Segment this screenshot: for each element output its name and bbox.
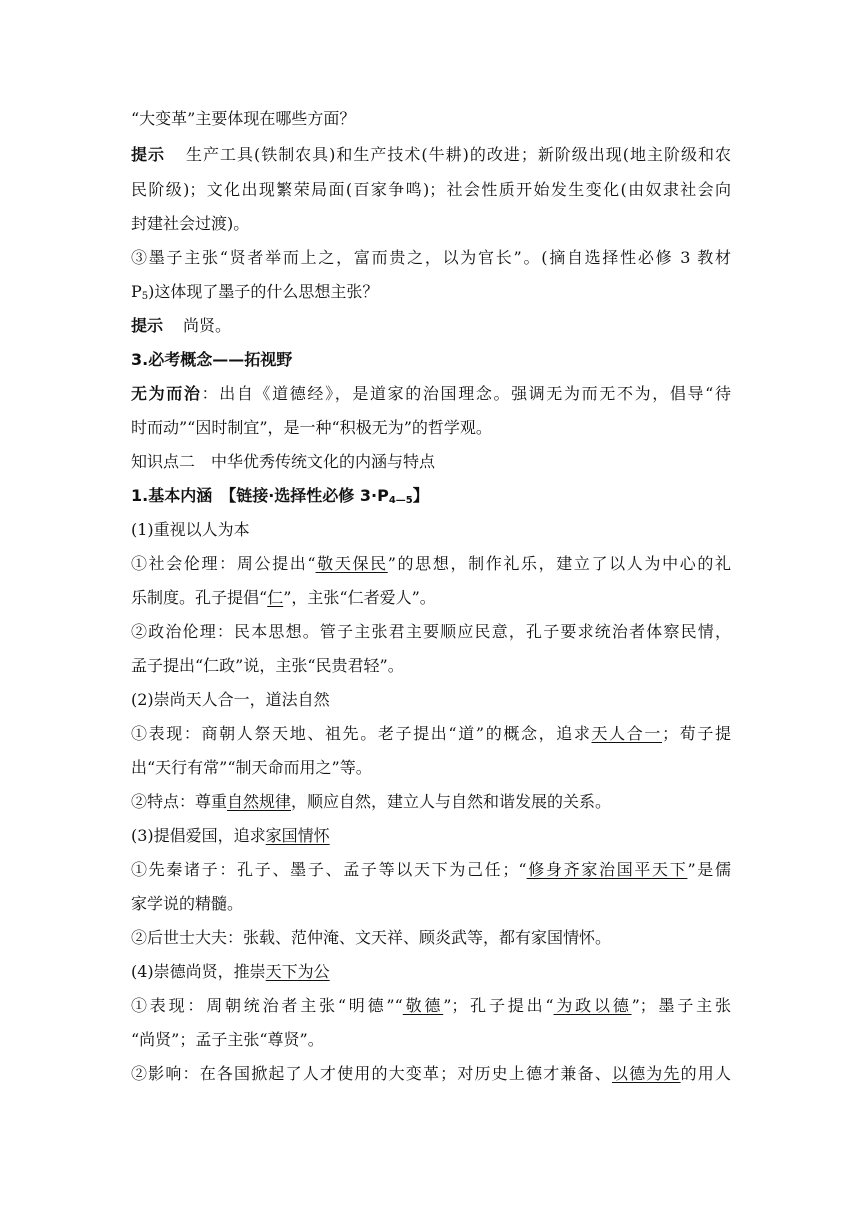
question-mozi-rest: )这体现了墨子的什么思想主张？: [148, 282, 379, 301]
hint-line: [131, 143, 731, 167]
page-ref: P: [131, 282, 142, 301]
hint-line: [131, 314, 731, 338]
point-heading: [131, 824, 731, 848]
paragraph-line: [131, 722, 731, 746]
paragraph-line: [131, 1062, 731, 1086]
page-ref-sub: 5: [141, 291, 149, 302]
text-segment: ”；墨子主张: [631, 996, 731, 1015]
text-segment: ”是儒: [687, 860, 731, 879]
hint-label: 提示: [131, 145, 165, 164]
text-segment: ；荀子提: [662, 724, 731, 743]
concept-text: ：出自《道德经》，是道家的治国理念。强调无为而无不为，倡导“待: [201, 384, 731, 403]
text-segment: ①表现：商朝人祭天地、祖先。老子提出“道”的概念，追求: [131, 724, 592, 743]
underlined-keyword: 以德为先: [611, 1064, 681, 1083]
text-segment: ”，主张“仁者爱人”。: [283, 588, 436, 607]
hint-text-continued: 民阶级)；文化出现繁荣局面(百家争鸣)；社会性质开始发生变化(由奴隶社会向: [131, 180, 731, 199]
text-segment: ”的思想，制作礼乐，建立了以人为中心的礼: [387, 554, 731, 573]
point-heading: (2)崇尚天人合一，道法自然: [131, 690, 330, 709]
hint-text: 尚贤。: [183, 316, 232, 335]
underlined-keyword: 敬天保民: [315, 554, 388, 573]
text-segment: ②特点：尊重: [131, 792, 228, 811]
text-segment: ，顺应自然，建立人与自然和谐发展的关系。: [291, 792, 612, 811]
paragraph-line: 孟子提出“仁政”说，主张“民贵君轻”。: [131, 656, 404, 675]
underlined-keyword: 为政以德: [553, 996, 632, 1015]
hint-text-end: 封建社会过渡)。: [131, 214, 250, 233]
paragraph-line: ②后世士大夫：张载、范仲淹、文天祥、顾炎武等，都有家国情怀。: [131, 928, 612, 947]
underlined-keyword: 天人合一: [591, 724, 663, 743]
paragraph-line: 出“天行有常”“制天命而用之”等。: [131, 758, 372, 777]
text-segment: ①社会伦理：周公提出“: [131, 554, 316, 573]
question-text: “大变革”主要体现在哪些方面？: [131, 109, 356, 128]
underlined-keyword: 仁: [267, 588, 284, 607]
paragraph-line: ②政治伦理：民本思想。管子主张君主要顺应民意，孔子要求统治者体察民情，: [131, 622, 731, 641]
text-segment: ①先秦诸子：孔子、墨子、孟子等以天下为己任；“: [131, 860, 527, 879]
page-range-sub: 4—5: [388, 495, 413, 506]
text-segment: (4)崇德尚贤，推崇: [131, 962, 266, 981]
text-segment: ”；孔子提出“: [443, 996, 554, 1015]
paragraph-line: [131, 858, 731, 882]
paragraph-line: [131, 994, 731, 1018]
text-segment: 的用人: [680, 1064, 731, 1083]
question-mozi-continued: [131, 280, 731, 304]
hint-label: 提示: [131, 316, 164, 335]
underlined-keyword: 敬德: [402, 996, 444, 1015]
text-segment: ②影响：在各国掀起了人才使用的大变革；对历史上德才兼备、: [131, 1064, 612, 1083]
knowledge-point-title: 知识点二 中华优秀传统文化的内涵与特点: [131, 452, 436, 471]
concept-line: [131, 382, 731, 406]
point-heading: [131, 960, 731, 984]
point-heading: (1)重视以人为本: [131, 520, 250, 539]
text-segment: 乐制度。孔子提倡“: [131, 588, 268, 607]
bracket-close: 】: [412, 486, 429, 505]
subsection-heading-text: 1.基本内涵 【链接·选择性必修 3·P: [131, 486, 389, 505]
concept-term: 无为而治: [131, 384, 202, 403]
paragraph-line: “尚贤”；孟子主张“尊贤”。: [131, 1030, 324, 1049]
paragraph-line: [131, 586, 731, 610]
concept-text-continued: 时而动”“因时制宜”，是一种“积极无为”的哲学观。: [131, 418, 492, 437]
paragraph-line: [131, 790, 731, 814]
paragraph-line: [131, 552, 731, 576]
text-segment: ①表现：周朝统治者主张“明德”“: [131, 996, 403, 1015]
subsection-heading: [131, 484, 731, 508]
underlined-keyword: 天下为公: [265, 962, 330, 981]
question-mozi: ③墨子主张“贤者举而上之，富而贵之，以为官长”。(摘自选择性必修 3 教材: [131, 248, 731, 267]
section-heading: 3.必考概念——拓视野: [131, 350, 293, 369]
underlined-keyword: 修身齐家治国平天下: [526, 860, 688, 879]
hint-text: 生产工具(铁制农具)和生产技术(牛耕)的改进；新阶级出现(地主阶级和农: [185, 145, 731, 164]
text-segment: (3)提倡爱国，追求: [131, 826, 266, 845]
paragraph-line: 家学说的精髓。: [131, 894, 244, 913]
underlined-keyword: 家国情怀: [265, 826, 330, 845]
underlined-keyword: 自然规律: [227, 792, 292, 811]
